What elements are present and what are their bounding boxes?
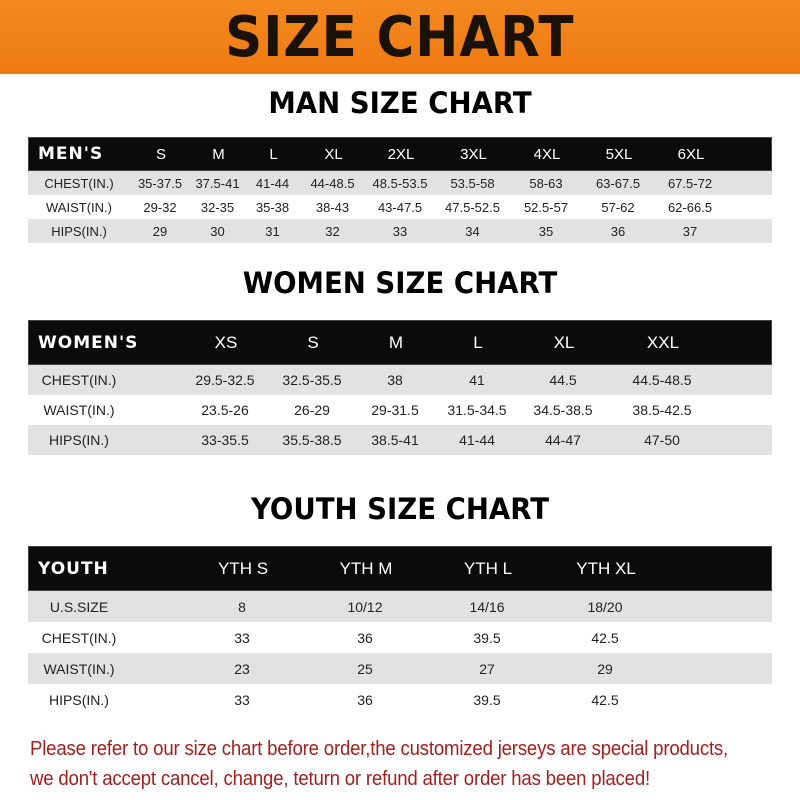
cell-value: YTH S	[217, 558, 269, 578]
cell-value: M	[212, 145, 225, 163]
table-row	[28, 653, 772, 684]
cell-value: 35-38	[255, 199, 290, 215]
cell-value: L	[269, 145, 278, 163]
table-header-row	[28, 546, 772, 591]
women-size-table	[28, 320, 772, 455]
youth-section-title: YOUTH SIZE CHART	[250, 492, 550, 526]
cell-value: XL	[553, 332, 575, 352]
cell-value: 67.5-72	[667, 175, 713, 191]
cell-value: 36	[357, 691, 373, 708]
cell-value: YTH L	[463, 558, 513, 578]
row-label: HIPS(IN.)	[49, 432, 109, 448]
row-label: CHEST(IN.)	[41, 372, 117, 388]
cell-value: 14/16	[469, 598, 505, 615]
table-row	[28, 195, 772, 219]
cell-value: M	[388, 332, 404, 352]
row-label: CHEST(IN.)	[44, 175, 114, 191]
cell-value: XL	[324, 145, 343, 163]
cell-value: 31	[265, 223, 280, 239]
cell-value: 44-47	[545, 432, 581, 448]
cell-value: 31.5-34.5	[447, 402, 507, 418]
cell-value: 47-50	[644, 432, 680, 448]
notice-line-2: we don't accept cancel, change, teturn or refund after order has been placed!	[30, 768, 650, 790]
cell-value: 34.5-38.5	[533, 402, 593, 418]
cell-value: 35.5-38.5	[282, 432, 342, 448]
cell-value: 23.5-26	[201, 402, 249, 418]
cell-value: 3XL	[460, 145, 487, 163]
cell-value: 29	[597, 660, 613, 677]
cell-value: YTH XL	[576, 558, 636, 578]
cell-value: 33	[392, 223, 408, 239]
table-row	[28, 219, 772, 243]
cell-value: 10/12	[347, 598, 383, 615]
cell-value: 33	[234, 629, 250, 646]
cell-value: 6XL	[677, 145, 705, 163]
cell-value: 42.5	[591, 629, 619, 646]
cell-value: 37.5-41	[195, 175, 240, 191]
cell-value: 58-63	[529, 175, 563, 191]
cell-value: YTH M	[339, 558, 393, 578]
cell-value: 34	[465, 223, 480, 239]
cell-value: 48.5-53.5	[372, 175, 428, 191]
cell-value: 47.5-52.5	[445, 199, 500, 215]
cell-value: 29-31.5	[371, 402, 419, 418]
table-row	[28, 591, 772, 622]
cell-value: 39.5	[473, 629, 501, 646]
cell-value: 35	[538, 223, 554, 239]
cell-value: S	[155, 145, 166, 163]
cell-value: 32-35	[200, 199, 235, 215]
table-row	[28, 171, 772, 195]
cell-value: 2XL	[387, 145, 415, 163]
row-label: CHEST(IN.)	[41, 629, 117, 646]
cell-value: 39.5	[473, 691, 501, 708]
table-row	[28, 425, 772, 455]
cell-value: 23	[234, 660, 250, 677]
cell-value: 41-44	[459, 432, 495, 448]
order-notice	[30, 734, 737, 794]
cell-value: S	[307, 332, 319, 352]
cell-value: 44.5-48.5	[632, 372, 692, 388]
cell-value: 25	[357, 660, 373, 677]
cell-value: 36	[610, 223, 626, 239]
men-size-table	[28, 137, 772, 243]
cell-value: 42.5	[591, 691, 619, 708]
cell-value: 35-37.5	[137, 175, 183, 191]
cell-value: 57-62	[601, 199, 635, 215]
cell-value: 32	[325, 223, 340, 239]
cell-value: 5XL	[605, 145, 633, 163]
cell-value: 26-29	[294, 402, 330, 418]
row-label: HIPS(IN.)	[51, 223, 107, 239]
cell-value: 37	[682, 223, 698, 239]
cell-value: 41-44	[255, 175, 290, 191]
cell-value: 4XL	[533, 145, 561, 163]
cell-value: 29.5-32.5	[195, 372, 255, 388]
banner-title: SIZE CHART	[225, 4, 575, 70]
cell-value: 43-47.5	[377, 199, 423, 215]
cell-value: 30	[210, 223, 225, 239]
cell-value: 29-32	[143, 199, 177, 215]
row-label: U.S.SIZE	[49, 598, 109, 615]
cell-value: XXL	[646, 332, 680, 352]
notice-line-1: Please refer to our size chart before order,the customized jerseys are special products,	[30, 738, 729, 760]
youth-size-table	[28, 546, 772, 715]
cell-value: 53.5-58	[450, 175, 495, 191]
row-label: WAIST(IN.)	[43, 660, 115, 677]
cell-value: 27	[479, 660, 495, 677]
cell-value: 44-48.5	[310, 175, 355, 191]
cell-value: L	[473, 332, 483, 352]
cell-value: 44.5	[549, 372, 577, 388]
row-label: MEN'S	[38, 144, 104, 164]
cell-value: 38.5-42.5	[632, 402, 692, 418]
row-label: WAIST(IN.)	[46, 199, 112, 215]
table-row	[28, 365, 772, 395]
cell-value: 52.5-57	[523, 199, 569, 215]
cell-value: 38-43	[315, 199, 350, 215]
table-header-row	[28, 320, 772, 365]
cell-value: 38	[387, 372, 403, 388]
women-section-title: WOMEN SIZE CHART	[242, 266, 558, 300]
cell-value: 33-35.5	[201, 432, 249, 448]
table-header-row	[28, 137, 772, 171]
cell-value: 32.5-35.5	[282, 372, 342, 388]
cell-value: XS	[214, 332, 238, 352]
cell-value: 8	[238, 598, 246, 615]
row-label: WAIST(IN.)	[43, 402, 115, 418]
cell-value: 41	[469, 372, 485, 388]
cell-value: 18/20	[587, 598, 623, 615]
men-section-title: MAN SIZE CHART	[268, 86, 532, 120]
table-row	[28, 395, 772, 425]
banner	[0, 0, 800, 74]
table-row	[28, 622, 772, 653]
row-label: YOUTH	[38, 558, 109, 579]
cell-value: 33	[234, 691, 250, 708]
cell-value: 38.5-41	[371, 432, 419, 448]
row-label: WOMEN'S	[38, 332, 139, 353]
row-label: HIPS(IN.)	[49, 691, 109, 708]
cell-value: 29	[152, 223, 168, 239]
cell-value: 62-66.5	[667, 199, 713, 215]
cell-value: 36	[357, 629, 373, 646]
table-row	[28, 684, 772, 715]
cell-value: 63-67.5	[595, 175, 641, 191]
